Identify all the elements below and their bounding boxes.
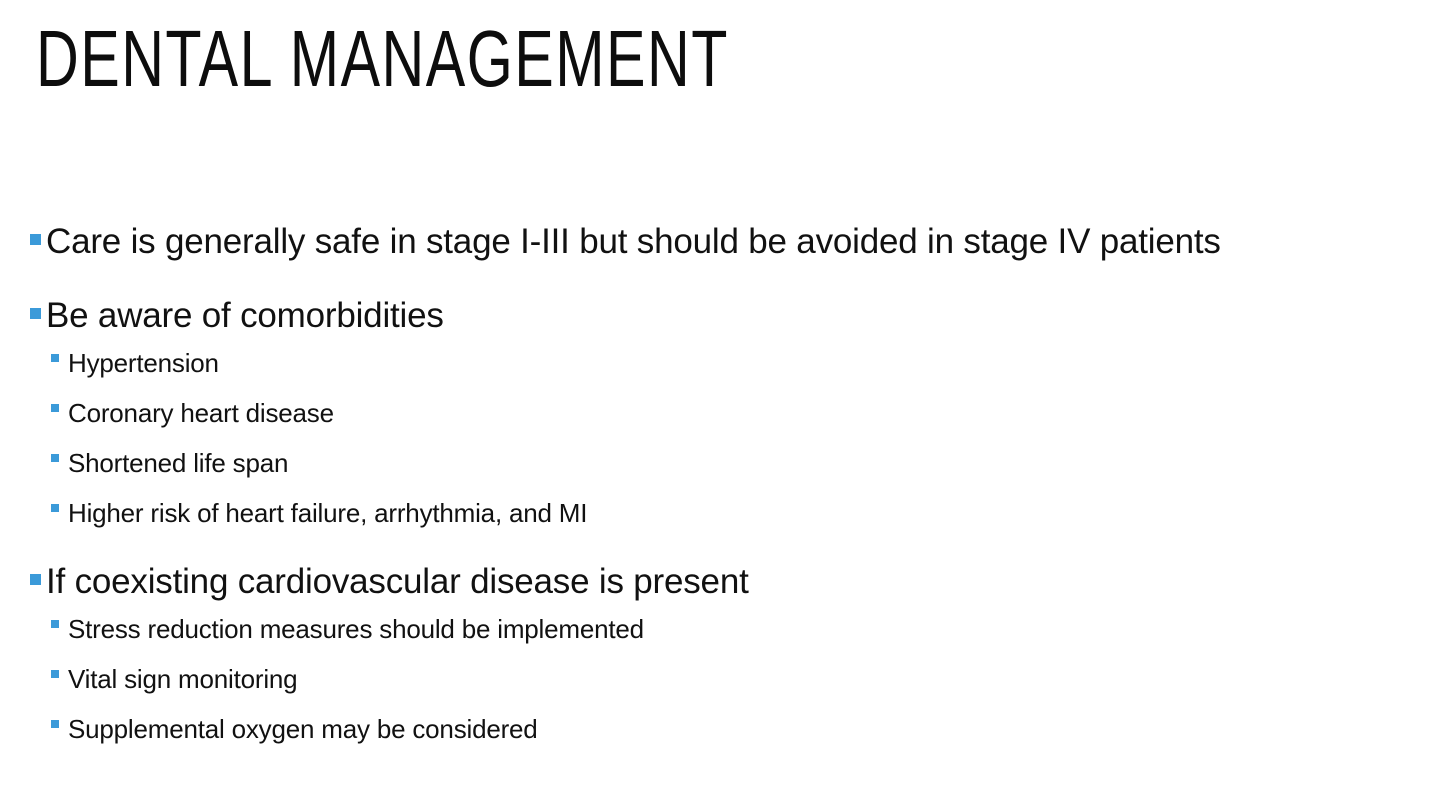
square-bullet-icon xyxy=(51,354,59,362)
square-bullet-icon xyxy=(51,620,59,628)
square-bullet-icon xyxy=(30,308,41,319)
square-bullet-icon xyxy=(30,234,41,245)
square-bullet-icon xyxy=(51,504,59,512)
bullet-item xyxy=(28,558,1420,606)
sub-bullet-text: Shortened life span xyxy=(68,448,289,478)
sub-bullet-item xyxy=(28,604,1420,654)
square-bullet-icon xyxy=(30,574,41,585)
bullet-group-3 xyxy=(28,558,1420,754)
slide-title: DENTAL MANAGEMENT xyxy=(36,14,729,103)
sub-bullet-item xyxy=(28,704,1420,754)
sub-bullet-item xyxy=(28,488,1420,538)
sub-bullet-text: Stress reduction measures should be implemented xyxy=(68,614,644,644)
square-bullet-icon xyxy=(51,404,59,412)
sub-bullet-text: Hypertension xyxy=(68,348,219,378)
sub-bullet-text: Higher risk of heart failure, arrhythmia, and MI xyxy=(68,498,588,528)
slide-body xyxy=(28,218,1420,780)
bullet-item xyxy=(28,218,1420,266)
sub-bullet-item xyxy=(28,654,1420,704)
square-bullet-icon xyxy=(51,720,59,728)
sub-bullet-list xyxy=(28,338,1420,538)
sub-bullet-item xyxy=(28,438,1420,488)
sub-bullet-item xyxy=(28,338,1420,388)
bullet-text: Care is generally safe in stage I-III but should be avoided in stage IV patients xyxy=(46,222,1221,261)
bullet-group-2 xyxy=(28,292,1420,538)
bullet-group-1 xyxy=(28,218,1420,266)
sub-bullet-text: Vital sign monitoring xyxy=(68,664,298,694)
square-bullet-icon xyxy=(51,454,59,462)
bullet-text: Be aware of comorbidities xyxy=(46,296,444,335)
square-bullet-icon xyxy=(51,670,59,678)
sub-bullet-text: Supplemental oxygen may be considered xyxy=(68,714,538,744)
bullet-item xyxy=(28,292,1420,340)
sub-bullet-item xyxy=(28,388,1420,438)
sub-bullet-text: Coronary heart disease xyxy=(68,398,334,428)
bullet-text: If coexisting cardiovascular disease is present xyxy=(46,562,749,601)
sub-bullet-list xyxy=(28,604,1420,754)
